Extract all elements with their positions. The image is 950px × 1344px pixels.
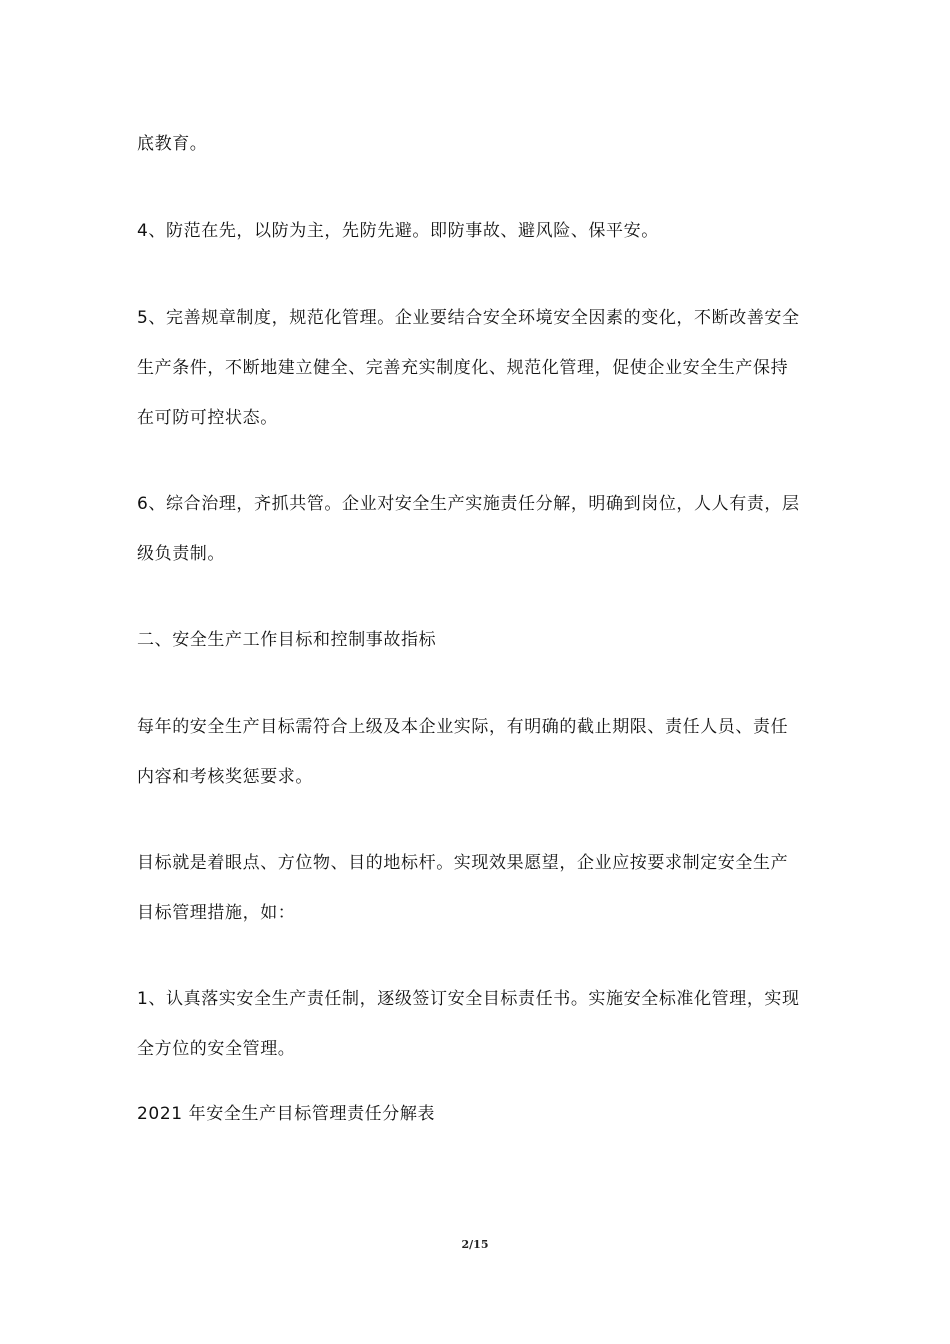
- text-line: 底教育。: [137, 134, 208, 154]
- section-heading: 二、安全生产工作目标和控制事故指标: [137, 630, 437, 650]
- text-line: 内容和考核奖惩要求。: [137, 767, 313, 787]
- text-line: 目标就是着眼点、方位物、目的地标杆。实现效果愿望，企业应按要求制定安全生产: [137, 853, 789, 873]
- text-line: 在可防可控状态。: [137, 408, 278, 428]
- text-line: 目标管理措施，如：: [137, 903, 296, 923]
- text-line: 生产条件，不断地建立健全、完善充实制度化、规范化管理，促使企业安全生产保持: [137, 358, 789, 378]
- text-line: 4、防范在先，以防为主，先防先避。即防事故、避风险、保平安。: [137, 221, 659, 241]
- table-caption: 2021 年安全生产目标管理责任分解表: [137, 1104, 436, 1124]
- text-line: 5、完善规章制度，规范化管理。企业要结合安全环境安全因素的变化，不断改善安全: [137, 308, 800, 328]
- text-line: 全方位的安全管理。: [137, 1039, 296, 1059]
- text-line: 每年的安全生产目标需符合上级及本企业实际，有明确的截止期限、责任人员、责任: [137, 717, 789, 737]
- text-line: 级负责制。: [137, 544, 225, 564]
- page-number: 2/15: [461, 1238, 489, 1251]
- text-line: 1、认真落实安全生产责任制，逐级签订安全目标责任书。实施安全标准化管理，实现: [137, 989, 800, 1009]
- text-line: 6、综合治理，齐抓共管。企业对安全生产实施责任分解，明确到岗位，人人有责，层: [137, 494, 800, 514]
